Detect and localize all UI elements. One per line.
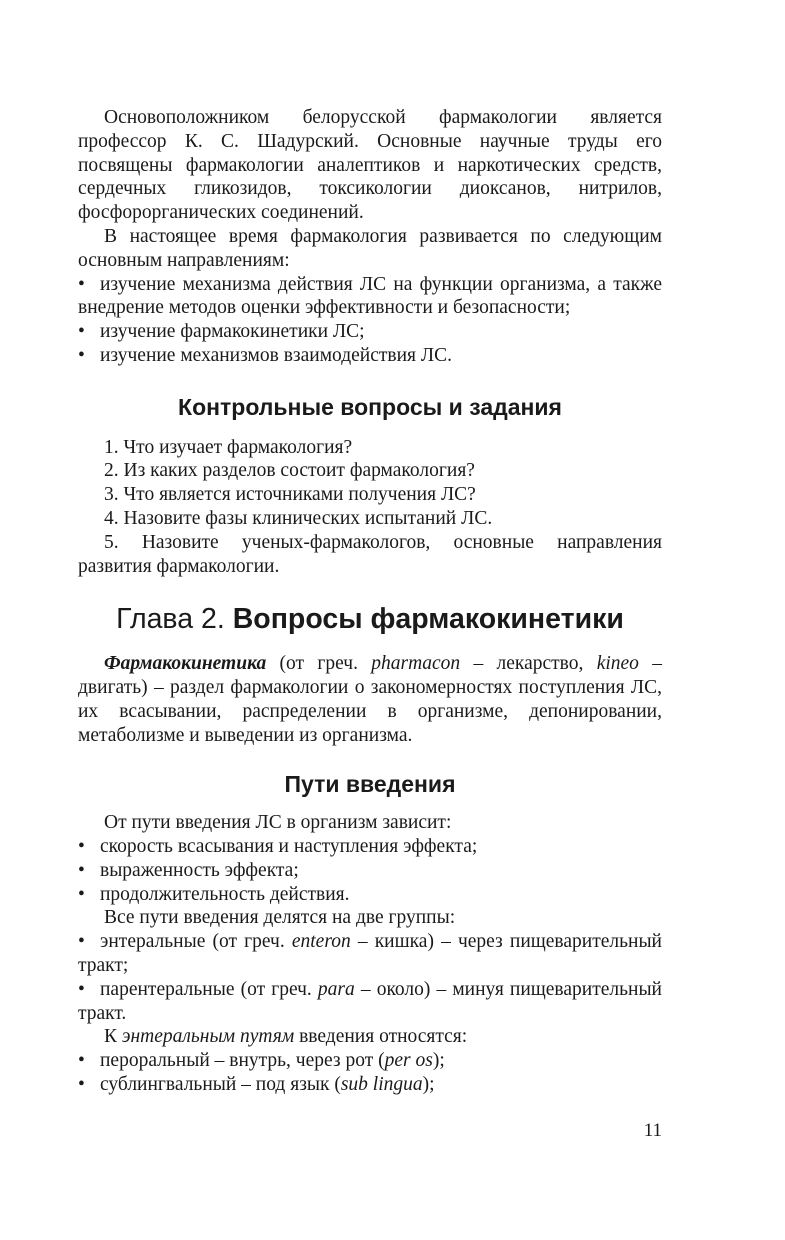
list-item: • продолжительность действия. [78,883,350,905]
question-item: 1. Что изучает фармакология? [104,436,353,458]
intro-paragraph: Основоположником белорусской фармакологии является профессор К. С. Шадурский. Основные научные труды его посвящены фармакологии аналептиков и наркотических средств, сердечных гликозидов, токсикологии диоксанов, нитрилов, фосфорорганических соединений. [78,107,662,224]
list-item: • изучение фармакокинетики ЛС; [78,321,365,343]
bullet-icon: • [78,1050,85,1072]
list-item: • пероральный – внутрь, через рот (per os); [78,1050,445,1072]
bullet-icon: • [78,835,85,857]
enteral-routes-intro: К энтеральным путям введения относятся: [104,1026,468,1048]
list-item: • изучение механизмов взаимодействия ЛС. [78,344,453,366]
bullet-icon: • [78,321,85,343]
bullet-icon: • [78,859,85,881]
question-item: 2. Из каких разделов состоит фармакология? [104,460,475,482]
questions-heading: Контрольные вопросы и задания [178,393,562,420]
question-item: 3. Что является источниками получения ЛС? [104,484,476,506]
page-content [78,106,662,1097]
chapter-title: Вопросы фармакокинетики [232,603,624,636]
chapter-label: Глава 2. [116,603,225,636]
definition-term: Фармакокинетика [104,653,267,675]
bullet-icon: • [78,344,85,366]
list-item: • изучение механизма действия ЛС на функции организма, а также внедрение методов оценки эффективности и безопасности; [78,273,662,319]
bullet-icon: • [78,978,85,1000]
list-item: • сублингвальный – под язык (sub lingua); [78,1073,435,1095]
list-item: • энтеральные (от греч. enteron – кишка) – через пищеварительный тракт; [78,931,662,976]
bullet-icon: • [78,883,85,905]
list-item: • парентеральные (от греч. para – около) – минуя пищеварительный тракт. [78,978,662,1024]
bullet-icon: • [78,1073,85,1095]
routes-heading: Пути введения [284,771,456,798]
bullet-icon: • [78,931,85,953]
definition-paragraph: Фармакокинетика (от греч. pharmacon – лекарство, kineo – двигать) – раздел фармакологии о закономерностях поступления ЛС, их всасывании, распределении в организме, депонировании, метаболизме и выведении из организма. [78,653,662,746]
question-item: 5. Назовите ученых-фармакологов, основные направления развития фармакологии. [78,531,662,577]
intro-directions-paragraph: В настоящее время фармакология развивается по следующим основным направлениям: [78,225,662,271]
routes-intro: От пути введения ЛС в организм зависит: [104,812,452,834]
list-item: • выраженность эффекта; [78,859,299,881]
routes-groups-intro: Все пути введения делятся на две группы: [104,907,456,929]
question-item: 4. Назовите фазы клинических испытаний ЛС. [104,507,493,529]
chapter-heading [78,603,662,636]
page-number: 11 [643,1120,662,1141]
bullet-icon: • [78,273,85,295]
list-item: • скорость всасывания и наступления эффекта; [78,835,478,857]
